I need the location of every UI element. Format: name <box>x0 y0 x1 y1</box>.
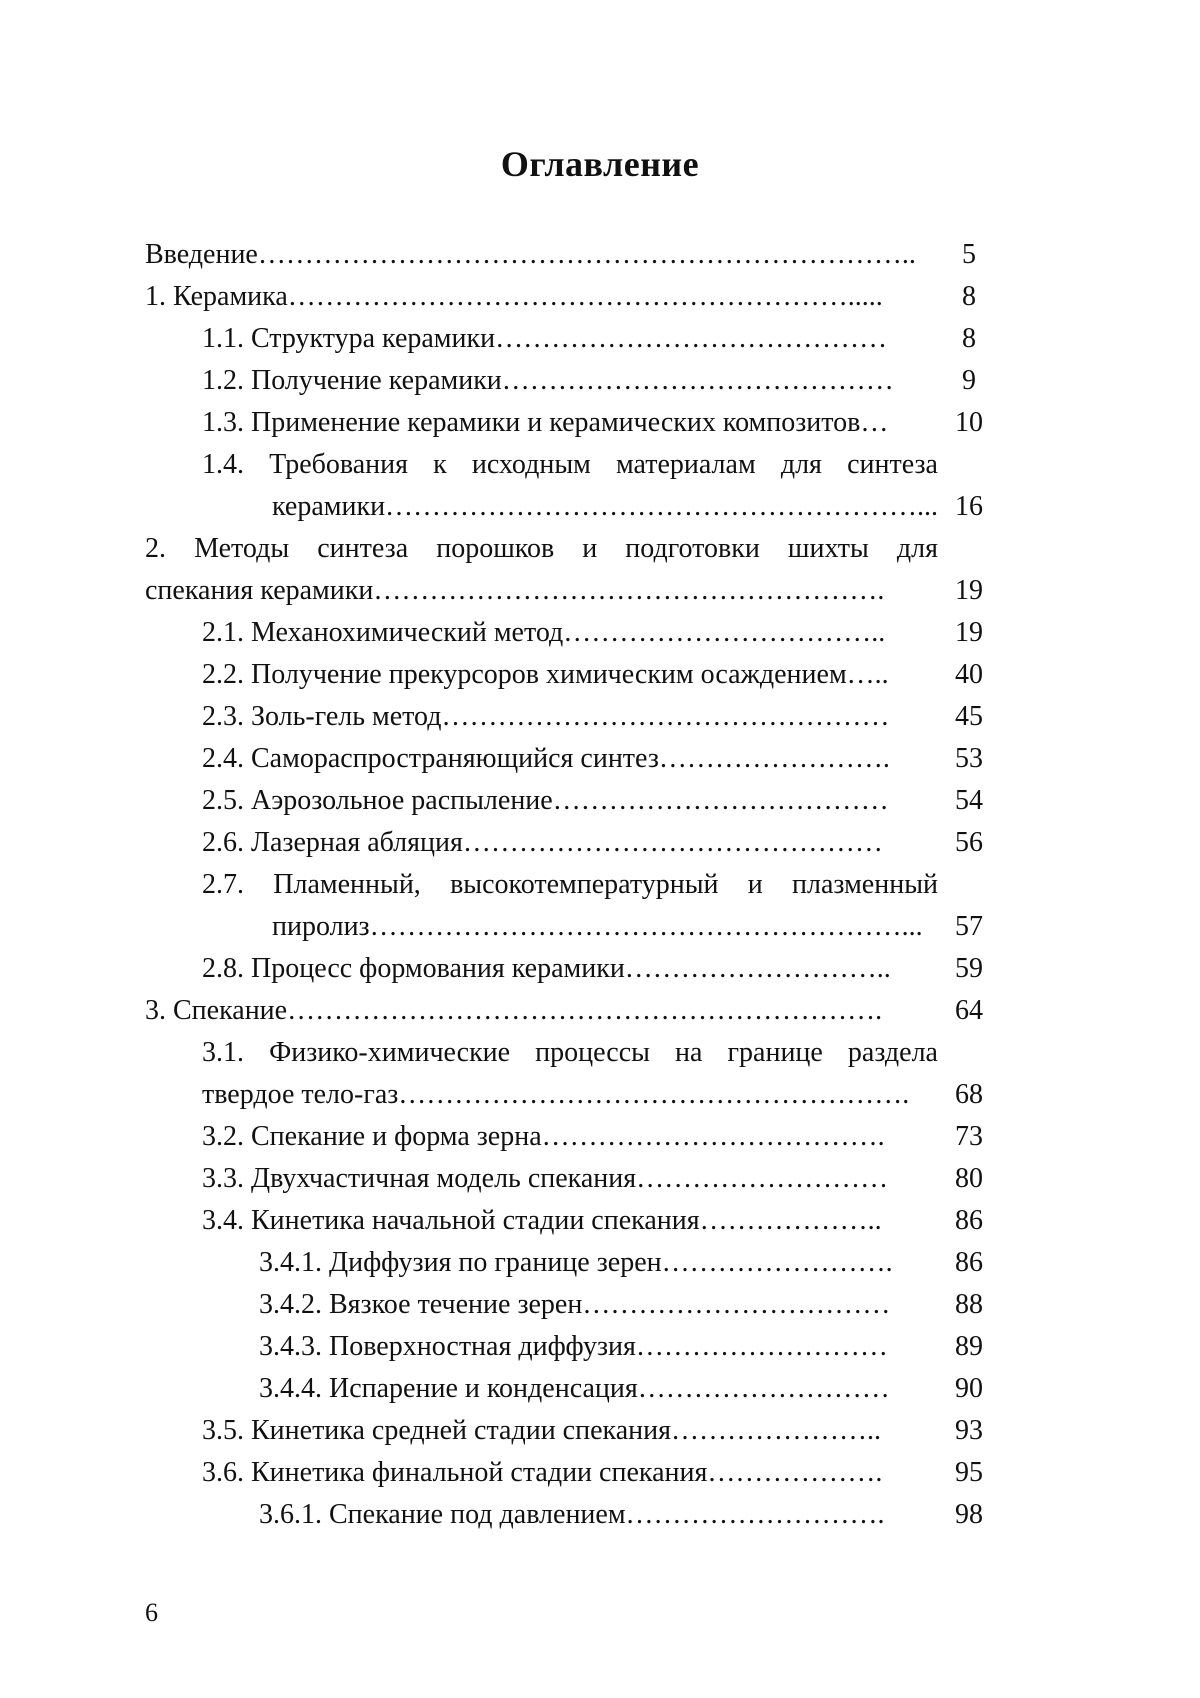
toc-entry-page: 90 <box>938 1368 1000 1410</box>
toc-entry-page: 59 <box>938 948 1000 990</box>
toc-entry-2-8[interactable] <box>145 948 1000 990</box>
toc-entry-page: 64 <box>938 990 1000 1032</box>
toc-entry-3-4[interactable] <box>145 1200 1000 1242</box>
toc-entry-3-5[interactable] <box>145 1410 1000 1452</box>
toc-entry-2-4[interactable] <box>145 738 1000 780</box>
toc-entry-text: керамики…………………………………………………...... <box>272 486 938 528</box>
toc-entry-text: 3.4.2. Вязкое течение зерен…………………………… <box>259 1284 938 1326</box>
toc-entry-2[interactable] <box>145 528 1000 570</box>
toc-entry-text: 2.8. Процесс формования керамики……………………….. <box>202 948 938 990</box>
toc-entry-text: 3.4.4. Испарение и конденсация……………………… <box>259 1368 938 1410</box>
toc-entry-2-1[interactable] <box>145 612 1000 654</box>
toc-entry-text: 3.5. Кинетика средней стадии спекания………………….. <box>202 1410 938 1452</box>
toc-entry-1-3[interactable] <box>145 402 1000 444</box>
toc-entry-3-4-3[interactable] <box>145 1326 1000 1368</box>
toc-entry-page: 86 <box>938 1200 1000 1242</box>
toc-entry-3-3[interactable] <box>145 1158 1000 1200</box>
toc-entry-text: 3. Спекание………………………………………………………. <box>145 990 938 1032</box>
page-title: Оглавление <box>0 143 1200 185</box>
toc-entry-page: 5 <box>938 234 1000 276</box>
toc-entry-3-1-continued[interactable] <box>145 1074 1000 1116</box>
toc-entry-text: твердое тело-газ………………………………………………. <box>202 1074 938 1116</box>
toc-entry-text: 2.7. Пламенный, высокотемпературный и плазменный <box>202 864 938 906</box>
toc-entry-page: 98 <box>938 1494 1000 1536</box>
toc-entry-3-2[interactable] <box>145 1116 1000 1158</box>
toc-entry-text: 3.6. Кинетика финальной стадии спекания………………. <box>202 1452 938 1494</box>
toc-entry-page: 86 <box>938 1242 1000 1284</box>
toc-entry-2-7[interactable] <box>145 864 1000 906</box>
toc-entry-2-6[interactable] <box>145 822 1000 864</box>
toc-entry-text: 2.5. Аэрозольное распыление……………………………… <box>202 780 938 822</box>
toc-entry-2-5[interactable] <box>145 780 1000 822</box>
toc-entry-text: 2.4. Самораспространяющийся синтез……………………. <box>202 738 938 780</box>
table-of-contents <box>145 234 1000 1536</box>
toc-entry-3-4-2[interactable] <box>145 1284 1000 1326</box>
toc-entry-3-6[interactable] <box>145 1452 1000 1494</box>
toc-entry-1[interactable] <box>145 276 1000 318</box>
toc-entry-page: 68 <box>938 1074 1000 1116</box>
toc-entry-page: 88 <box>938 1284 1000 1326</box>
toc-entry-page: 73 <box>938 1116 1000 1158</box>
toc-entry-text: 2.2. Получение прекурсоров химическим осаждением….. <box>202 654 938 696</box>
toc-entry-page: 10 <box>938 402 1000 444</box>
toc-entry-text: 2.1. Механохимический метод…………………………….. <box>202 612 938 654</box>
toc-entry-text: 1.4. Требования к исходным материалам для синтеза <box>202 444 938 486</box>
toc-entry-page: 40 <box>938 654 1000 696</box>
toc-entry-page: 93 <box>938 1410 1000 1452</box>
toc-entry-2-3[interactable] <box>145 696 1000 738</box>
toc-entry-1-4[interactable] <box>145 444 1000 486</box>
toc-entry-text: Введение…………………………………………………………….. <box>145 234 938 276</box>
toc-entry-page: 57 <box>938 906 1000 948</box>
toc-entry-text: 3.4.1. Диффузия по границе зерен……………………. <box>259 1242 938 1284</box>
toc-entry-page: 19 <box>938 612 1000 654</box>
toc-entry-introduction[interactable] <box>145 234 1000 276</box>
toc-entry-text: пиролиз…………………………………………………... <box>272 906 938 948</box>
toc-entry-text: спекания керамики………………………………………………. <box>145 570 938 612</box>
toc-entry-3[interactable] <box>145 990 1000 1032</box>
toc-entry-page: 9 <box>938 360 1000 402</box>
toc-entry-text: 1.3. Применение керамики и керамических композитов… <box>202 402 938 444</box>
toc-entry-2-2[interactable] <box>145 654 1000 696</box>
toc-entry-2-continued[interactable] <box>145 570 1000 612</box>
toc-entry-3-6-1[interactable] <box>145 1494 1000 1536</box>
toc-entry-3-4-1[interactable] <box>145 1242 1000 1284</box>
toc-entry-text: 3.4. Кинетика начальной стадии спекания……………….. <box>202 1200 938 1242</box>
toc-entry-1-2[interactable] <box>145 360 1000 402</box>
toc-entry-1-1[interactable] <box>145 318 1000 360</box>
toc-entry-text: 2. Методы синтеза порошков и подготовки шихты для <box>145 528 938 570</box>
toc-entry-3-4-4[interactable] <box>145 1368 1000 1410</box>
toc-entry-page: 89 <box>938 1326 1000 1368</box>
page-number: 6 <box>145 1598 158 1628</box>
toc-entry-page: 53 <box>938 738 1000 780</box>
toc-entry-page: 16 <box>938 486 1000 528</box>
toc-entry-page: 8 <box>938 318 1000 360</box>
toc-entry-text: 1. Керамика……………………………………………………..... <box>145 276 938 318</box>
toc-entry-page: 95 <box>938 1452 1000 1494</box>
toc-entry-page: 8 <box>938 276 1000 318</box>
toc-entry-page: 56 <box>938 822 1000 864</box>
toc-entry-2-7-continued[interactable] <box>145 906 1000 948</box>
toc-entry-page: 54 <box>938 780 1000 822</box>
toc-entry-3-1[interactable] <box>145 1032 1000 1074</box>
toc-entry-text: 3.4.3. Поверхностная диффузия……………………… <box>259 1326 938 1368</box>
toc-entry-text: 2.6. Лазерная абляция……………………………………… <box>202 822 938 864</box>
toc-entry-text: 2.3. Золь-гель метод………………………………………… <box>202 696 938 738</box>
toc-entry-page: 80 <box>938 1158 1000 1200</box>
toc-entry-text: 3.6.1. Спекание под давлением………………………. <box>259 1494 938 1536</box>
toc-entry-text: 1.1. Структура керамики…………………………………… <box>202 318 938 360</box>
toc-entry-1-4-continued[interactable] <box>145 486 1000 528</box>
toc-entry-page: 45 <box>938 696 1000 738</box>
toc-entry-text: 3.3. Двухчастичная модель спекания……………………… <box>202 1158 938 1200</box>
toc-entry-text: 3.1. Физико-химические процессы на границе раздела <box>202 1032 938 1074</box>
toc-entry-page: 19 <box>938 570 1000 612</box>
toc-entry-text: 3.2. Спекание и форма зерна………………………………. <box>202 1116 938 1158</box>
toc-entry-text: 1.2. Получение керамики…………………………………… <box>202 360 938 402</box>
